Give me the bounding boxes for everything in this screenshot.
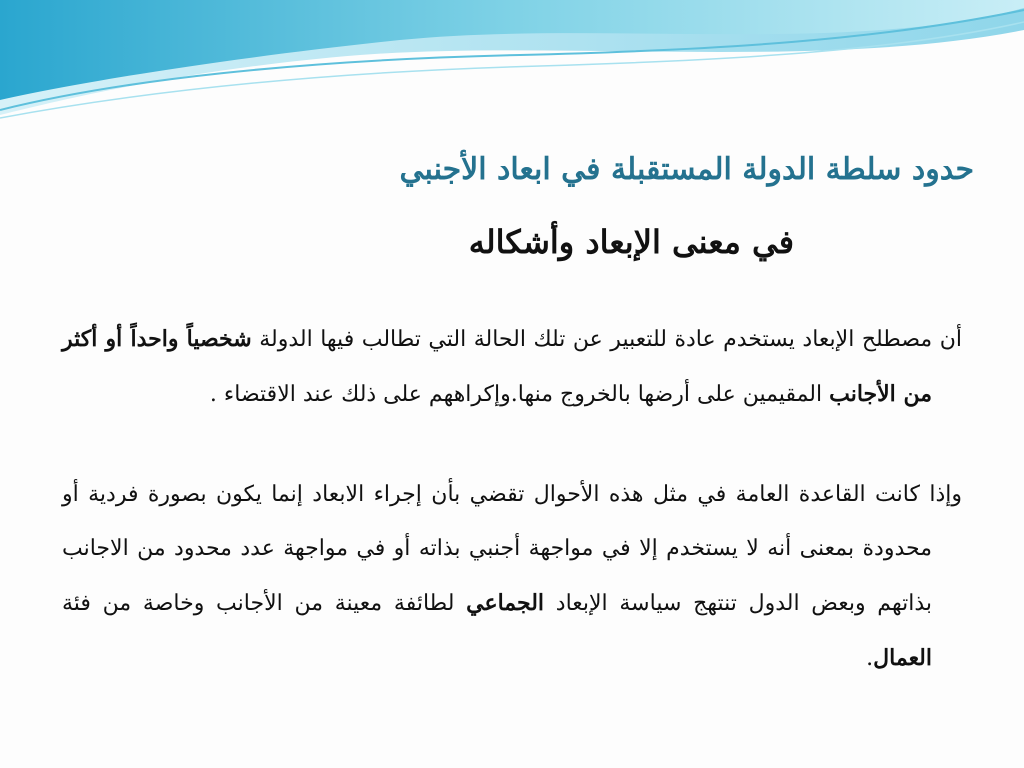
paragraph-1 — [62, 312, 962, 422]
paragraph-1-bold: شخصياً واحداً أو أكثر من الأجانب — [62, 326, 932, 407]
paragraph-2-text-middle: لطائفة معينة من الأجانب وخاصة من فئة — [62, 591, 467, 616]
paragraph-2-text: وإذا كانت القاعدة العامة في مثل هذه الأحوال تقضي بأن إجراء الابعاد إنما يكون بصورة فردية أو محدودة بمعنى أنه لا يستخدم إلا في مواجهة أجنبي بذاته أو في مواجهة عدد محدود من الاجانب بذاتهم وبعض الدول تنتهج سياسة الإبعاد — [62, 482, 962, 616]
paragraph-2-bold-collective: الجماعي — [466, 590, 545, 616]
paragraph-2 — [62, 468, 962, 686]
paragraph-2-bold-workers: العمال — [873, 645, 932, 671]
slide-title: حدود سلطة الدولة المستقبلة في ابعاد الأجنبي — [399, 152, 974, 187]
paragraph-2-text-end: . — [866, 646, 874, 671]
paragraph-1-text-end: المقيمين على أرضها بالخروج منها.وإكراههم على ذلك عند الاقتضاء . — [209, 382, 830, 407]
slide-subtitle: في معنى الإبعاد وأشكاله — [468, 223, 794, 261]
paragraph-1-text: أن مصطلح الإبعاد يستخدم عادة للتعبير عن تلك الحالة التي تطالب فيها الدولة — [251, 327, 962, 352]
